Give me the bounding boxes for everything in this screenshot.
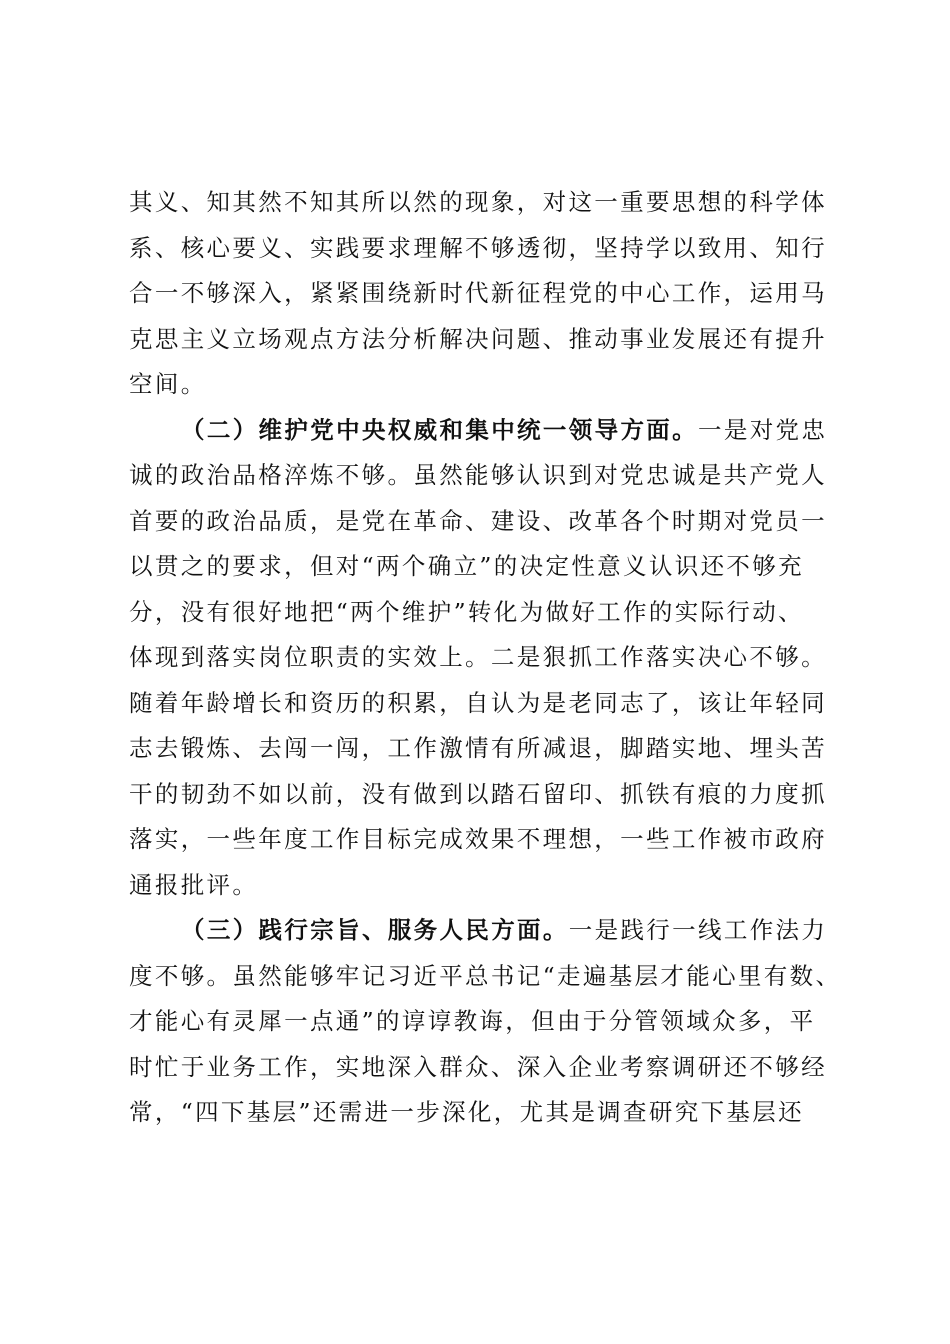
section-2-first-line-rest: 一是对党忠: [698, 415, 828, 444]
section-3-line-3: 时忙于业务工作，实地深入群众、深入企业考察调研还不够经: [129, 1052, 827, 1081]
paragraph-1-line-2: 系、核心要义、实践要求理解不够透彻，坚持学以致用、知行: [129, 233, 827, 262]
section-2-first-line: [129, 408, 829, 454]
section-3-heading: （三）践行宗旨、服务人民方面。: [181, 916, 569, 944]
section-2-line-8: 干的韧劲不如以前，没有做到以踏石留印、抓铁有痕的力度抓: [129, 779, 827, 808]
paragraph-1-line-3: 合一不够深入，紧紧围绕新时代新征程党的中心工作，运用马: [129, 279, 827, 307]
section-2-line-1: 诚的政治品格淬炼不够。虽然能够认识到对党忠诚是共产党人: [129, 461, 827, 489]
section-2-heading: （二）维护党中央权威和集中统一领导方面。: [181, 415, 698, 444]
section-2-line-9: 落实，一些年度工作目标完成效果不理想，一些工作被市政府: [129, 825, 827, 853]
section-2-line-4: 分，没有很好地把“两个维护”转化为做好工作的实际行动、: [129, 597, 804, 626]
section-3-first-line: [129, 908, 829, 954]
section-2-line-10: 通报批评。: [129, 870, 259, 899]
section-3-line-2: 才能心有灵犀一点通”的谆谆教诲，但由于分管领域众多，平: [129, 1007, 816, 1035]
section-3-first-line-rest: 一是践行一线工作法力: [568, 916, 828, 944]
section-2-line-3: 以贯之的要求，但对“两个确立”的决定性意义认识还不够充: [129, 552, 804, 580]
paragraph-1-line-4: 克思主义立场观点方法分析解决问题、推动事业发展还有提升: [129, 324, 827, 353]
paragraph-1-line-5: 空间。: [129, 370, 207, 398]
document-body: [129, 180, 842, 1136]
paragraph-1-line-1: 其义、知其然不知其所以然的现象，对这一重要思想的科学体: [129, 188, 827, 216]
section-3-line-1: 度不够。虽然能够牢记习近平总书记“走遍基层才能心里有数、: [129, 961, 842, 990]
section-2-line-2: 首要的政治品质，是党在革命、建设、改革各个时期对党员一: [129, 506, 827, 535]
section-2-line-7: 志去锻炼、去闯一闯，工作激情有所减退，脚踏实地、埋头苦: [129, 734, 827, 762]
section-3-line-4: 常，“四下基层”还需进一步深化，尤其是调查研究下基层还: [129, 1098, 804, 1126]
section-2-line-5: 体现到落实岗位职责的实效上。二是狠抓工作落实决心不够。: [129, 643, 827, 671]
section-2-line-6: 随着年龄增长和资历的积累，自认为是老同志了，该让年轻同: [129, 688, 827, 717]
